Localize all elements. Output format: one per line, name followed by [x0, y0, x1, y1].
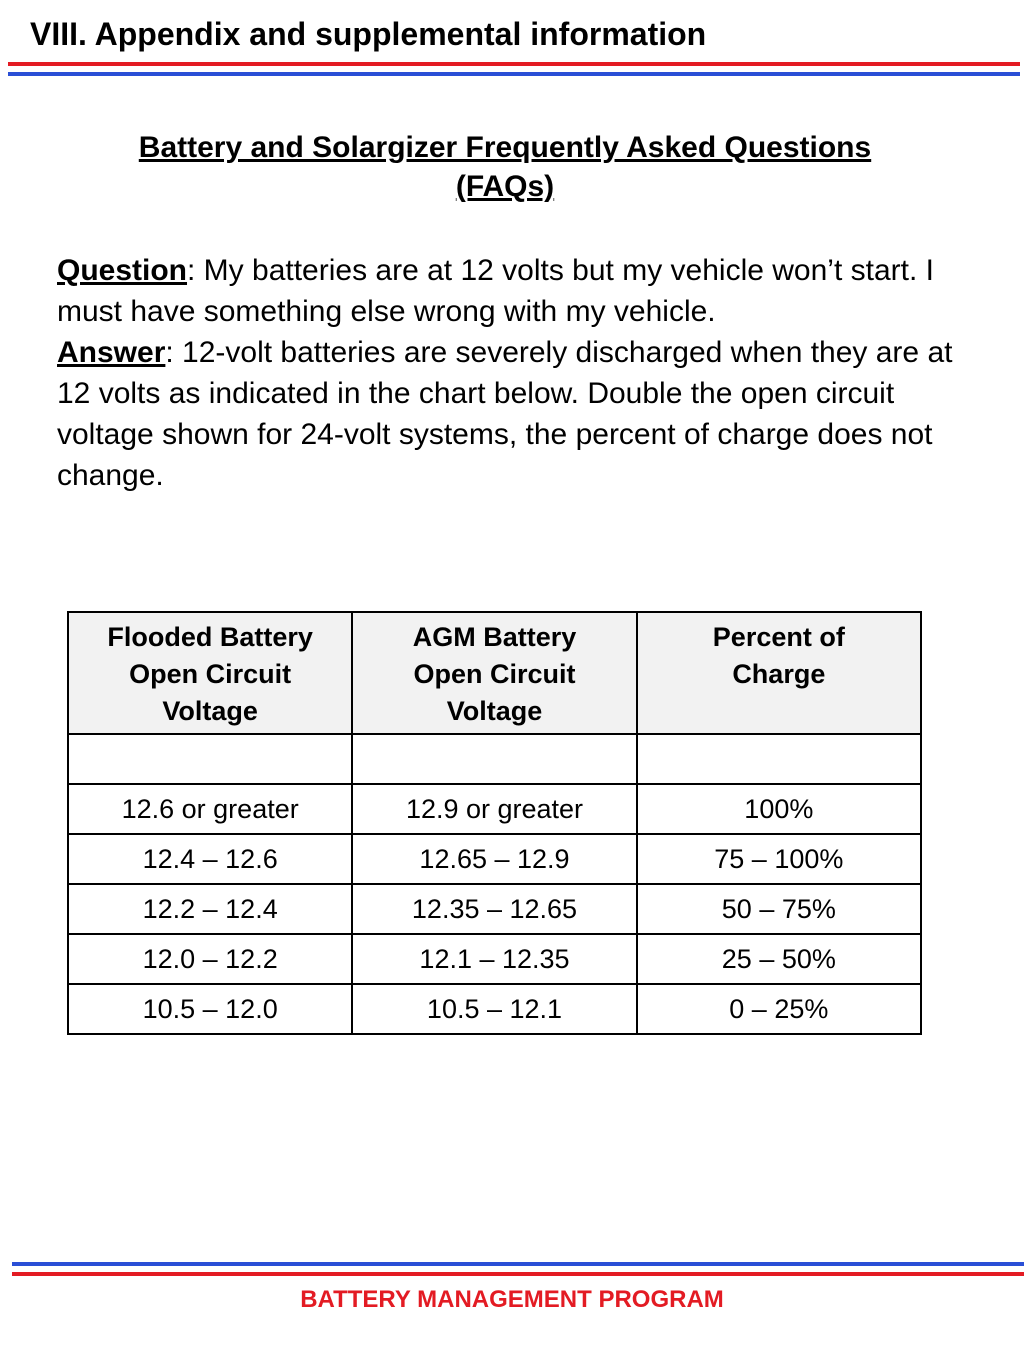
header-line: Flooded Battery [107, 622, 313, 652]
table-cell: 25 – 50% [637, 934, 921, 984]
table-row [68, 884, 921, 934]
footer-rule-red [12, 1272, 1024, 1276]
table-row [68, 984, 921, 1034]
faq-heading [60, 128, 950, 206]
header-line: Charge [732, 659, 826, 689]
table-cell: 12.35 – 12.65 [352, 884, 636, 934]
answer-paragraph [57, 332, 972, 496]
header-rule-red [8, 62, 1020, 66]
table-cell [352, 734, 636, 784]
faq-heading-line-2: (FAQs) [455, 170, 555, 203]
faq-question-answer [57, 250, 972, 496]
table-row [68, 934, 921, 984]
voltage-charge-table [67, 611, 922, 1035]
table-cell: 12.0 – 12.2 [68, 934, 352, 984]
table-cell: 12.6 or greater [68, 784, 352, 834]
header-line: Open Circuit [413, 659, 576, 689]
table-cell: 12.9 or greater [352, 784, 636, 834]
header-line: Percent of [712, 622, 845, 652]
table-cell [68, 734, 352, 784]
table-cell: 10.5 – 12.0 [68, 984, 352, 1034]
table-cell: 75 – 100% [637, 834, 921, 884]
footer-program-name: BATTERY MANAGEMENT PROGRAM [300, 1286, 724, 1313]
table-cell: 12.65 – 12.9 [352, 834, 636, 884]
header-line: AGM Battery [412, 622, 577, 652]
table-header-row [68, 612, 921, 734]
answer-text: : 12-volt batteries are severely discharged when they are at 12 volts as indicated in the chart below. Double the open circuit voltage shown for 24-volt systems, the percent of charge does not change. [57, 336, 953, 492]
header-flooded-voltage [68, 612, 352, 734]
question-term: Question [57, 254, 188, 287]
question-text: : My batteries are at 12 volts but my vehicle won’t start. I must have something else wrong with my vehicle. [57, 254, 934, 328]
table-cell: 12.2 – 12.4 [68, 884, 352, 934]
table-cell: 12.1 – 12.35 [352, 934, 636, 984]
header-agm-voltage [352, 612, 636, 734]
table-cell: 12.4 – 12.6 [68, 834, 352, 884]
header-line: Voltage [162, 696, 258, 726]
header-rule-blue [8, 72, 1020, 76]
table-row [68, 784, 921, 834]
table-cell: 50 – 75% [637, 884, 921, 934]
header-line: Voltage [446, 696, 543, 726]
table-cell: 100% [637, 784, 921, 834]
table-cell [637, 734, 921, 784]
footer-rule-blue [12, 1262, 1024, 1266]
section-title: VIII. Appendix and supplemental information [30, 16, 707, 52]
header-line: Open Circuit [129, 659, 292, 689]
table-cell: 10.5 – 12.1 [352, 984, 636, 1034]
answer-term: Answer [57, 336, 166, 369]
question-paragraph [57, 250, 972, 332]
table-row [68, 834, 921, 884]
faq-heading-line-1: Battery and Solargizer Frequently Asked Questions [138, 131, 872, 164]
table-cell: 0 – 25% [637, 984, 921, 1034]
table-blank-row [68, 734, 921, 784]
header-percent-charge [637, 612, 921, 734]
